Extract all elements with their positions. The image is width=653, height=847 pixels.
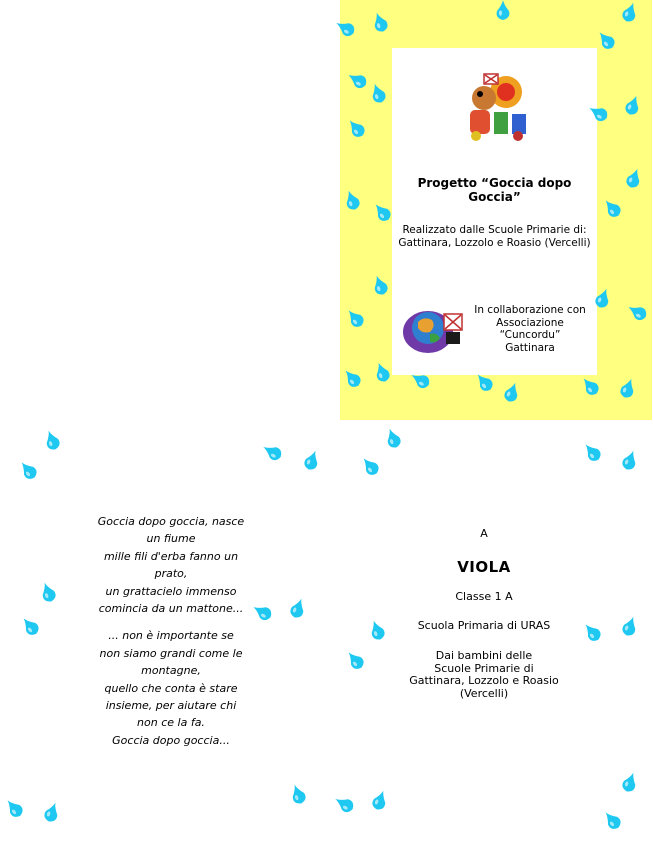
dedication <box>400 527 568 700</box>
poem-line: ... non è importante se <box>108 629 234 643</box>
recipient-name: VIOLA <box>457 558 511 576</box>
collab-line: Associazione “Cuncordu” <box>496 316 564 341</box>
recipient-school: Scuola Primaria di URAS <box>417 619 551 632</box>
subtitle-line: Gattinara, Lozzolo e Roasio (Vercelli) <box>398 237 591 249</box>
poem-line: quello che conta è stare <box>104 681 238 695</box>
water-drop-icon <box>16 612 44 640</box>
water-drop-icon <box>494 0 512 21</box>
water-drop-icon <box>381 425 405 452</box>
poem-line: prato, <box>154 567 188 581</box>
water-drop-icon <box>330 791 358 818</box>
water-drop-icon <box>365 617 389 644</box>
water-drop-icon <box>618 613 642 640</box>
water-drop-icon <box>368 787 392 814</box>
poem-line: non siamo grandi come le <box>99 646 243 660</box>
collab-line: In collaborazione con <box>474 304 586 316</box>
water-drop-icon <box>36 579 60 606</box>
children-toys-illustration <box>454 68 534 144</box>
association-globe-logo <box>400 302 466 356</box>
poem-line: insieme, per aiutare chi <box>105 699 237 713</box>
poem-line: Goccia dopo goccia... <box>112 733 230 747</box>
poem-line: non ce la fa. <box>137 716 205 730</box>
water-drop-icon <box>341 646 369 674</box>
collaboration-text <box>466 304 594 354</box>
water-drop-icon <box>40 427 64 454</box>
poem-line: montagne, <box>141 664 201 678</box>
collab-line: Gattinara <box>505 341 555 354</box>
sender-line: Gattinara, Lozzolo e Roasio <box>409 674 559 687</box>
water-drop-icon <box>618 769 642 796</box>
sender-line: Scuole Primarie di <box>434 661 534 675</box>
water-drop-icon <box>300 447 324 474</box>
dedication-to: A <box>480 527 488 540</box>
water-drop-icon <box>258 439 286 466</box>
project-subtitle <box>392 224 597 250</box>
water-drop-icon <box>286 781 310 808</box>
water-drop-icon <box>356 452 384 480</box>
poem-line: un fiume <box>146 532 196 546</box>
water-drop-icon <box>14 456 42 484</box>
poem-line: mille fili d'erba fanno un <box>103 549 239 563</box>
recipient-class: Classe 1 A <box>455 590 513 603</box>
sender-block <box>400 650 568 700</box>
poem-line: Goccia dopo goccia, nasce <box>97 515 245 528</box>
sender-line: Dai bambini delle <box>435 649 533 662</box>
subtitle-line: Realizzato dalle Scuole Primarie di: <box>402 224 587 236</box>
poem-line: un grattacielo immenso <box>105 584 237 598</box>
project-title: Progetto “Goccia dopo Goccia” <box>417 176 572 204</box>
water-drop-icon <box>286 595 310 622</box>
water-drop-icon <box>0 794 28 822</box>
poem <box>86 513 256 749</box>
water-drop-icon <box>598 806 626 834</box>
water-drop-icon <box>578 438 606 466</box>
sender-line: (Vercelli) <box>459 686 509 700</box>
water-drop-icon <box>618 447 642 474</box>
poem-line: comincia da un mattone... <box>98 602 244 616</box>
water-drop-icon <box>578 618 606 646</box>
water-drop-icon <box>40 799 64 826</box>
